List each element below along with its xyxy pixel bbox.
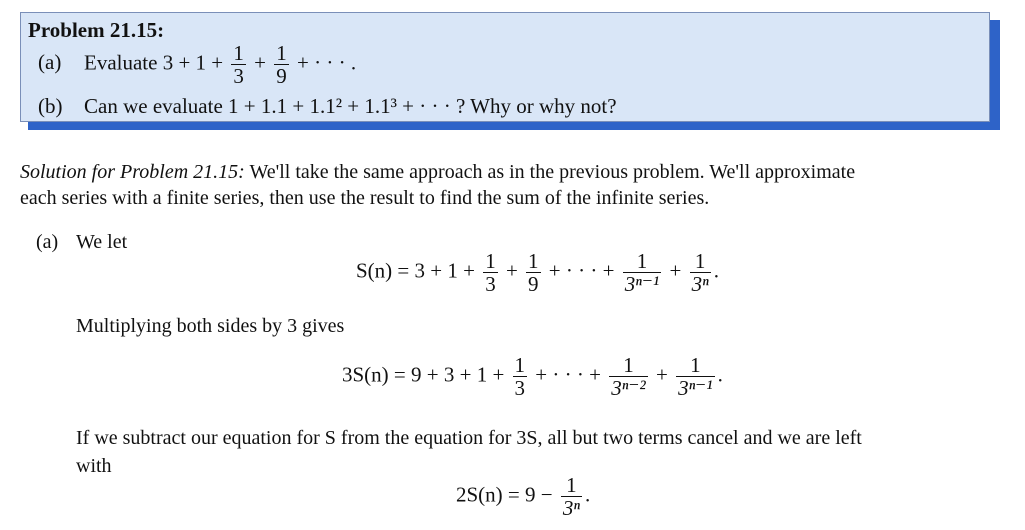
part-a-fraction-2 [274, 42, 289, 87]
fraction-denominator: 3 [514, 376, 526, 401]
fraction-denominator: 3ⁿ [691, 272, 709, 297]
problem-part-a [38, 42, 356, 87]
fraction-denominator: 3 [485, 272, 496, 297]
eq2-plus: + [655, 362, 668, 387]
fraction-denominator: 9 [276, 64, 287, 89]
problem-box-shadow-bottom [28, 122, 1000, 130]
solution-intro-text: We'll take the same approach as in the previous problem. We'll approximate [244, 161, 856, 183]
subtract-text-line-1: If we subtract our equation for S from the equation for 3S, all but two terms cancel and we are left [76, 427, 862, 449]
problem-box-shadow-right [990, 20, 1000, 130]
solution-part-a-label: (a) [36, 231, 59, 253]
equation-s-of-n [356, 250, 719, 295]
eq1-fraction-2 [526, 250, 541, 295]
fraction-denominator: 3ⁿ⁻¹ [678, 376, 713, 401]
we-let-text: We let [76, 231, 128, 253]
solution-intro-line-2: each series with a finite series, then use the result to find the sum of the infinite series. [20, 187, 710, 209]
eq1-plus-2: + [669, 258, 682, 283]
eq2-fraction-2 [609, 354, 648, 399]
eq1-lhs: S(n) = 3 + 1 + [356, 258, 475, 283]
eq2-fraction-1 [513, 354, 528, 399]
fraction-numerator: 1 [676, 354, 715, 377]
eq1-plus-1: + [505, 258, 518, 283]
part-a-tail: + · · · . [297, 50, 357, 75]
eq1-fraction-3 [623, 250, 662, 295]
part-a-label: (a) [38, 50, 62, 75]
eq1-middle: + · · · + [548, 258, 615, 283]
eq3-fraction [561, 474, 582, 519]
fraction-denominator: 3 [233, 64, 244, 89]
subtract-text-line-2: with [76, 455, 112, 477]
fraction-numerator: 1 [514, 353, 526, 377]
fraction-numerator: 1 [233, 41, 244, 65]
eq1-fraction-4 [690, 250, 711, 295]
fraction-numerator: 1 [528, 249, 539, 273]
solution-intro [20, 162, 855, 182]
part-a-fraction-1 [231, 42, 246, 87]
eq1-end: . [713, 258, 719, 283]
multiply-text: Multiplying both sides by 3 gives [76, 315, 345, 337]
eq2-middle: + · · · + [535, 362, 601, 387]
problem-title: Problem 21.15: [28, 18, 165, 42]
fraction-numerator: 1 [561, 474, 582, 497]
fraction-denominator: 3ⁿ⁻¹ [624, 272, 660, 297]
problem-part-b [38, 96, 617, 117]
fraction-numerator: 1 [276, 41, 287, 65]
part-a-text: Evaluate 3 + 1 + [84, 50, 224, 75]
solution-heading: Solution for Problem 21.15: [20, 161, 245, 183]
part-b-label: (b) [38, 94, 63, 118]
fraction-numerator: 1 [623, 250, 662, 273]
fraction-numerator: 1 [609, 354, 648, 377]
part-b-text: Can we evaluate 1 + 1.1 + 1.1² + 1.1³ + · · · ? Why or why not? [84, 94, 617, 118]
fraction-denominator: 3ⁿ [562, 496, 580, 521]
fraction-denominator: 3ⁿ⁻² [611, 376, 646, 401]
fraction-numerator: 1 [690, 250, 711, 273]
fraction-denominator: 9 [528, 272, 539, 297]
part-a-plus: + [254, 50, 266, 75]
eq2-lhs: 3S(n) = 9 + 3 + 1 + [342, 362, 505, 387]
eq1-fraction-1 [483, 250, 498, 295]
equation-3s-of-n [342, 354, 723, 399]
eq3-end: . [584, 482, 591, 507]
fraction-numerator: 1 [485, 249, 496, 273]
eq3-lhs: 2S(n) = 9 − [456, 482, 553, 507]
eq2-fraction-3 [676, 354, 715, 399]
equation-2s-of-n [456, 474, 590, 519]
eq2-end: . [717, 362, 723, 387]
